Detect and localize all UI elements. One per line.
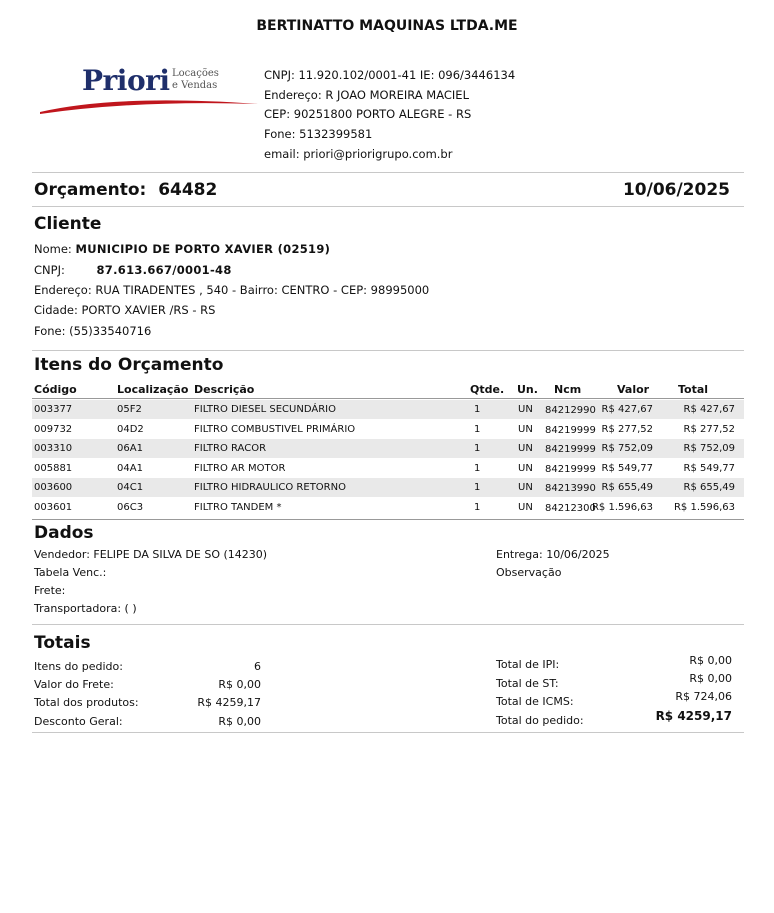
ipi-value: R$ 0,00 xyxy=(689,654,732,667)
row-ncm: 84219999 xyxy=(545,463,596,475)
row-localizacao: 04C1 xyxy=(117,482,144,493)
row-valor: R$ 1.596,63 xyxy=(591,501,653,513)
st-value: R$ 0,00 xyxy=(689,672,732,685)
col-ncm: Ncm xyxy=(554,383,582,396)
table-header-rule xyxy=(32,398,744,399)
row-un: UN xyxy=(518,482,533,493)
carrier: Transportadora: ( ) xyxy=(34,602,137,615)
quote-label: Orçamento: xyxy=(34,180,147,200)
company-email: email: priori@priorigrupo.com.br xyxy=(264,147,453,161)
logo-name: Priori xyxy=(82,64,170,97)
discount-value: R$ 0,00 xyxy=(218,715,261,728)
client-heading: Cliente xyxy=(34,214,102,234)
row-descricao: FILTRO COMBUSTIVEL PRIMÁRIO xyxy=(194,423,356,435)
row-codigo: 003600 xyxy=(34,482,73,493)
row-valor: R$ 427,67 xyxy=(601,404,653,415)
row-ncm: 84213990 xyxy=(545,483,596,494)
row-ncm: 84219999 xyxy=(545,444,596,455)
row-localizacao: 06C3 xyxy=(117,501,144,513)
items-count-label: Itens do pedido: xyxy=(34,660,123,673)
client-cnpj xyxy=(34,263,232,277)
divider xyxy=(32,172,744,173)
table-row xyxy=(32,439,744,458)
quote-id: 64482 xyxy=(158,180,218,200)
col-descricao: Descrição xyxy=(194,383,255,396)
row-qtde: 1 xyxy=(474,443,481,454)
company-cep: CEP: 90251800 PORTO ALEGRE - RS xyxy=(264,107,472,121)
row-qtde: 1 xyxy=(474,462,481,474)
client-name-value: MUNICIPIO DE PORTO XAVIER (02519) xyxy=(75,242,331,256)
col-un: Un. xyxy=(517,383,538,396)
row-codigo: 009732 xyxy=(34,423,73,435)
col-qtde: Qtde. xyxy=(470,383,505,396)
delivery-date: Entrega: 10/06/2025 xyxy=(496,548,610,561)
row-localizacao: 06A1 xyxy=(117,443,143,454)
table-row xyxy=(32,420,744,439)
table-row xyxy=(32,400,744,419)
row-un: UN xyxy=(518,423,533,435)
company-phone: Fone: 5132399581 xyxy=(264,127,373,141)
row-un: UN xyxy=(518,501,533,513)
ipi-label: Total de IPI: xyxy=(496,658,560,671)
logo-swoosh-icon xyxy=(38,92,260,116)
row-total: R$ 655,49 xyxy=(683,482,735,493)
row-codigo: 003310 xyxy=(34,443,73,454)
row-localizacao: 04D2 xyxy=(117,423,144,435)
row-descricao: FILTRO AR MOTOR xyxy=(194,462,286,474)
row-qtde: 1 xyxy=(474,423,481,435)
table-bottom-rule xyxy=(32,519,744,520)
row-codigo: 003601 xyxy=(34,501,73,513)
priori-logo xyxy=(38,62,260,116)
row-total: R$ 752,09 xyxy=(683,443,735,454)
client-name xyxy=(34,242,330,256)
col-codigo: Código xyxy=(34,383,77,396)
divider xyxy=(32,732,744,733)
quote-date: 10/06/2025 xyxy=(622,180,730,200)
table-row xyxy=(32,498,744,517)
logo-sub-line-1: Locações xyxy=(172,68,219,79)
table-row xyxy=(32,478,744,497)
col-total: Total xyxy=(678,383,709,396)
row-un: UN xyxy=(518,462,533,474)
col-valor: Valor xyxy=(617,383,650,396)
row-total: R$ 427,67 xyxy=(683,404,735,415)
icms-value: R$ 724,06 xyxy=(675,690,732,703)
row-ncm: 84219999 xyxy=(545,424,596,436)
freight: Frete: xyxy=(34,584,66,597)
row-total: R$ 549,77 xyxy=(683,462,735,474)
row-total: R$ 277,52 xyxy=(683,423,735,435)
row-localizacao: 04A1 xyxy=(117,462,143,474)
discount-label: Desconto Geral: xyxy=(34,715,123,728)
freight-total-value: R$ 0,00 xyxy=(218,678,261,691)
divider xyxy=(32,624,744,625)
divider xyxy=(32,206,744,207)
order-total-value: R$ 4259,17 xyxy=(655,709,732,723)
row-qtde: 1 xyxy=(474,482,481,493)
row-ncm: 84212990 xyxy=(545,405,596,416)
row-qtde: 1 xyxy=(474,501,481,513)
dados-heading: Dados xyxy=(34,523,94,543)
client-cnpj-value: 87.613.667/0001-48 xyxy=(96,263,232,277)
client-phone: Fone: (55)33540716 xyxy=(34,324,152,338)
logo-subtitle xyxy=(172,68,219,92)
row-valor: R$ 549,77 xyxy=(601,462,653,474)
products-total-label: Total dos produtos: xyxy=(34,696,139,709)
row-valor: R$ 655,49 xyxy=(601,482,653,493)
freight-total-label: Valor do Frete: xyxy=(34,678,114,691)
quote-number xyxy=(34,180,217,200)
row-descricao: FILTRO TANDEM * xyxy=(194,501,282,513)
client-address: Endereço: RUA TIRADENTES , 540 - Bairro: CENTRO - CEP: 98995000 xyxy=(34,283,430,297)
price-table: Tabela Venc.: xyxy=(34,566,107,579)
st-label: Total de ST: xyxy=(496,677,559,690)
row-qtde: 1 xyxy=(474,404,481,415)
row-codigo: 003377 xyxy=(34,404,73,415)
row-un: UN xyxy=(518,404,533,415)
divider xyxy=(32,350,744,351)
client-name-label: Nome: xyxy=(34,242,72,256)
row-un: UN xyxy=(518,443,533,454)
icms-label: Total de ICMS: xyxy=(496,695,574,708)
col-localizacao: Localização xyxy=(117,383,189,396)
row-valor: R$ 752,09 xyxy=(601,443,653,454)
items-count-value: 6 xyxy=(254,660,261,673)
row-localizacao: 05F2 xyxy=(117,404,142,415)
seller: Vendedor: FELIPE DA SILVA DE SO (14230) xyxy=(34,548,268,561)
items-heading: Itens do Orçamento xyxy=(34,355,224,375)
company-address: Endereço: R JOAO MOREIRA MACIEL xyxy=(264,88,469,102)
company-title: BERTINATTO MAQUINAS LTDA.ME xyxy=(256,18,518,34)
products-total-value: R$ 4259,17 xyxy=(197,696,261,709)
row-codigo: 005881 xyxy=(34,462,73,474)
row-ncm: 84212300 xyxy=(545,502,596,514)
table-row xyxy=(32,459,744,478)
company-cnpj: CNPJ: 11.920.102/0001-41 IE: 096/3446134 xyxy=(264,68,516,82)
logo-sub-line-2: e Vendas xyxy=(172,80,218,91)
order-total-label: Total do pedido: xyxy=(496,714,584,727)
totals-heading: Totais xyxy=(34,633,91,653)
row-descricao: FILTRO RACOR xyxy=(194,443,267,454)
row-total: R$ 1.596,63 xyxy=(673,501,735,513)
client-cnpj-label: CNPJ: xyxy=(34,263,65,277)
row-descricao: FILTRO HIDRAULICO RETORNO xyxy=(194,482,346,493)
observation: Observação xyxy=(496,566,562,579)
row-descricao: FILTRO DIESEL SECUNDÁRIO xyxy=(194,404,336,415)
row-valor: R$ 277,52 xyxy=(601,423,653,435)
client-city: Cidade: PORTO XAVIER /RS - RS xyxy=(34,303,216,317)
